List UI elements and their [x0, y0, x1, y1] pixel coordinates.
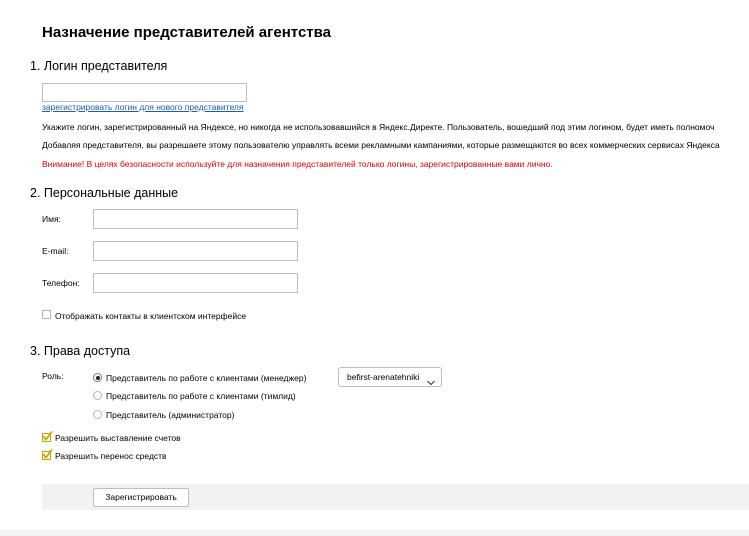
login-section-heading: 1. Логин представителя [30, 59, 168, 73]
register-button[interactable]: Зарегистрировать [93, 488, 189, 507]
allow-invoices-checkbox[interactable] [42, 433, 51, 442]
phone-label: Телефон: [42, 278, 80, 288]
role-admin-radio[interactable] [93, 410, 102, 419]
access-section-heading: 3. Права доступа [30, 344, 131, 358]
allow-transfer-label: Разрешить перенос средств [55, 451, 167, 461]
role-manager-label: Представитель по работе с клиентами (менеджер) [106, 373, 307, 383]
role-label: Роль: [42, 371, 64, 381]
security-warning: Внимание! В целях безопасности используйте для назначения представителей только логины, зарегистрированные вами лично. [42, 159, 553, 169]
allow-invoices-label: Разрешить выставление счетов [55, 433, 181, 443]
form-footer [42, 484, 749, 510]
role-teamlead-radio[interactable] [93, 391, 102, 400]
chevron-down-icon [427, 374, 435, 392]
manager-select-value: befirst-arenatehniki [347, 372, 420, 382]
show-contacts-checkbox[interactable] [42, 310, 51, 319]
page-title: Назначение представителей агентства [42, 24, 331, 41]
name-label: Имя: [42, 214, 61, 224]
phone-input[interactable] [93, 273, 298, 293]
name-input[interactable] [93, 209, 298, 229]
login-info-text: Укажите логин, зарегистрированный на Яндексе, но никогда не использовавшийся в Яндекс.Директе. Пользователь, вошедший под этим логином, будет иметь полномоч [42, 122, 715, 132]
check-icon [42, 449, 53, 459]
email-label: E-mail: [42, 246, 69, 256]
role-manager-radio[interactable] [93, 373, 102, 382]
permission-info-text: Добавляя представителя, вы разрешаете этому пользователю управлять всеми рекламными кампаниями, которые размещаются во всех коммерческих сервисах Яндекса [42, 140, 720, 150]
role-admin-label: Представитель (администратор) [106, 410, 235, 420]
email-input[interactable] [93, 241, 298, 261]
personal-section-heading: 2. Персональные данные [30, 186, 179, 200]
allow-transfer-checkbox[interactable] [42, 451, 51, 460]
check-icon [42, 431, 53, 441]
login-input[interactable] [42, 83, 247, 102]
show-contacts-label: Отображать контакты в клиентском интерфейсе [55, 311, 247, 321]
role-teamlead-label: Представитель по работе с клиентами (тимлид) [106, 391, 296, 401]
manager-select[interactable] [338, 367, 442, 387]
register-login-link[interactable]: зарегистрировать логин для нового представителя [42, 102, 244, 112]
